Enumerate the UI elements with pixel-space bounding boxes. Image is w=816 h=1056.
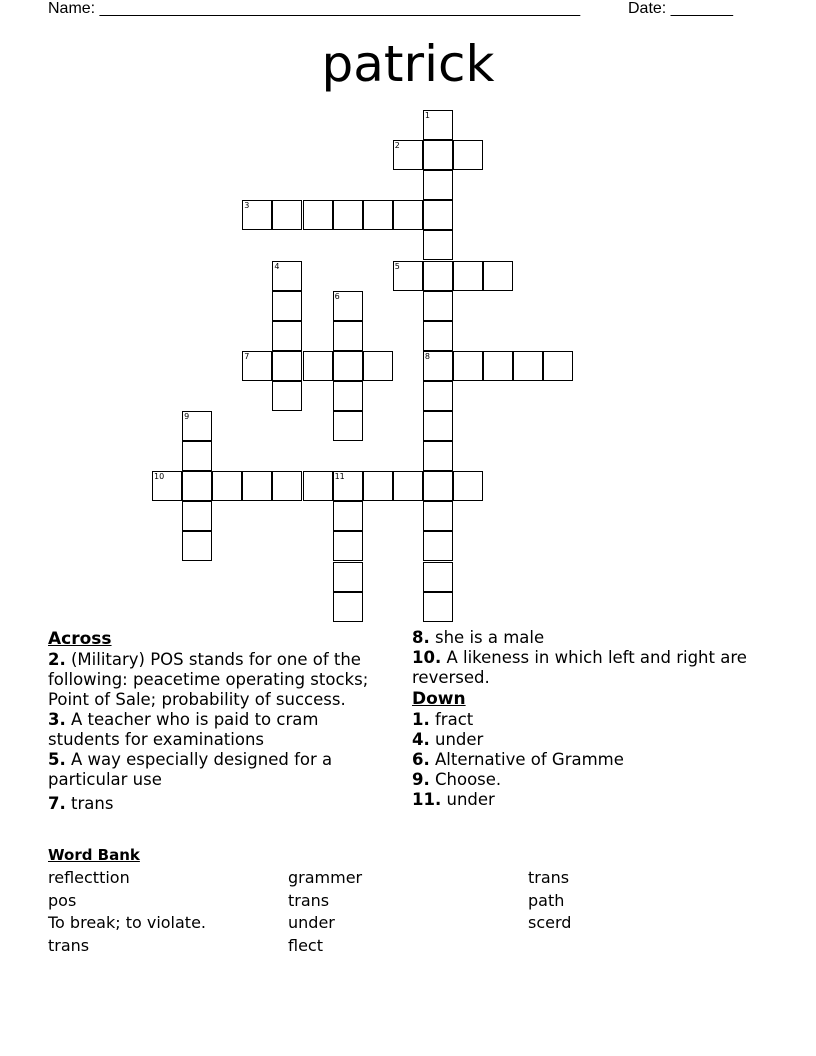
grid-cell[interactable]: [182, 501, 212, 531]
word-bank-item: trans: [528, 868, 570, 887]
grid-cell[interactable]: [453, 351, 483, 381]
clue-number: 4.: [412, 730, 430, 749]
name-field[interactable]: Name: ______________________________________________________: [48, 0, 581, 17]
grid-cell[interactable]: [513, 351, 543, 381]
clue-text: under: [435, 730, 484, 749]
across-clue: [412, 628, 752, 648]
grid-cell[interactable]: [423, 441, 453, 471]
grid-cell[interactable]: [483, 351, 513, 381]
grid-cell[interactable]: [333, 592, 363, 622]
grid-cell[interactable]: [272, 381, 302, 411]
clue-text: (Military) POS stands for one of the following: peacetime operating stocks; Point of Sale; probability of success.: [48, 650, 369, 709]
clue-text: trans: [71, 794, 114, 813]
date-field[interactable]: Date: _______: [628, 0, 733, 17]
clue-number: 5.: [48, 750, 66, 769]
cell-number: 10: [154, 472, 165, 482]
grid-cell[interactable]: [272, 261, 302, 291]
puzzle-title: patrick: [321, 35, 495, 93]
clue-number: 8.: [412, 628, 430, 647]
grid-cell[interactable]: [453, 471, 483, 501]
grid-cell[interactable]: [242, 200, 272, 230]
word-bank-item: scerd: [528, 913, 572, 932]
word-bank-item: trans: [288, 890, 330, 910]
clue-number: 7.: [48, 794, 66, 813]
down-clue: [412, 790, 752, 810]
across-clue: [48, 650, 388, 710]
grid-cell[interactable]: [363, 200, 393, 230]
grid-cell[interactable]: [393, 471, 423, 501]
grid-cell[interactable]: [242, 351, 272, 381]
grid-cell[interactable]: [423, 261, 453, 291]
word-bank-grid: [48, 867, 768, 957]
word-bank-item: trans: [48, 935, 90, 955]
clue-text: she is a male: [435, 628, 545, 647]
grid-cell[interactable]: [363, 351, 393, 381]
clue-text: A likeness in which left and right are reversed.: [412, 648, 747, 687]
word-bank-heading: Word Bank: [48, 846, 140, 864]
grid-cell[interactable]: [333, 411, 363, 441]
grid-cell[interactable]: [272, 351, 302, 381]
across-clue: [48, 794, 388, 814]
word-bank: [48, 845, 768, 957]
grid-cell[interactable]: [423, 531, 453, 561]
word-bank-item: flect: [288, 935, 323, 955]
cell-number: 11: [334, 472, 345, 482]
grid-cell[interactable]: [363, 471, 393, 501]
grid-cell[interactable]: [423, 321, 453, 351]
word-bank-item: To break; to violate.: [48, 913, 207, 932]
clue-text: A teacher who is paid to cram students for examinations: [48, 710, 319, 749]
clue-number: 11.: [412, 790, 442, 809]
grid-cell[interactable]: [423, 501, 453, 531]
across-heading: Across: [48, 629, 112, 649]
grid-cell[interactable]: [453, 261, 483, 291]
cell-number: 4: [274, 261, 280, 271]
across-clue: [48, 750, 388, 790]
grid-cell[interactable]: [182, 531, 212, 561]
cell-number: 8: [424, 351, 430, 361]
grid-cell[interactable]: [423, 562, 453, 592]
grid-cell[interactable]: [483, 261, 513, 291]
clue-number: 2.: [48, 650, 66, 669]
clue-number: 9.: [412, 770, 430, 789]
grid-cell[interactable]: [272, 471, 302, 501]
clue-text: fract: [435, 710, 474, 729]
grid-cell[interactable]: [453, 140, 483, 170]
word-bank-item: under: [288, 913, 335, 932]
down-clue: [412, 750, 752, 770]
clue-number: 3.: [48, 710, 66, 729]
clue-text: Alternative of Gramme: [435, 750, 624, 769]
grid-cell[interactable]: [333, 501, 363, 531]
clue-number: 10.: [412, 648, 442, 667]
cell-number: 7: [244, 351, 250, 361]
grid-cell[interactable]: [152, 471, 182, 501]
grid-cell[interactable]: [423, 291, 453, 321]
cell-number: 9: [184, 412, 190, 421]
grid-cell[interactable]: [333, 471, 363, 501]
clue-number: 6.: [412, 750, 430, 769]
clue-number: 1.: [412, 710, 430, 729]
grid-cell[interactable]: [543, 351, 573, 381]
grid-cell[interactable]: [393, 261, 423, 291]
grid-cell[interactable]: [423, 170, 453, 200]
clue-text: under: [446, 790, 495, 809]
across-clue: [412, 648, 752, 688]
grid-cell[interactable]: [303, 200, 333, 230]
grid-cell[interactable]: [182, 441, 212, 471]
grid-cell[interactable]: [393, 200, 423, 230]
across-clue: [48, 710, 388, 750]
grid-cell[interactable]: [182, 411, 212, 441]
cell-number: 6: [334, 291, 340, 301]
grid-cell[interactable]: [423, 230, 453, 260]
grid-cell[interactable]: [423, 140, 453, 170]
cell-number: 2: [394, 141, 400, 151]
word-bank-item: reflecttion: [48, 868, 130, 887]
down-heading: Down: [412, 689, 466, 709]
down-clue: [412, 730, 752, 750]
grid-cell[interactable]: [423, 200, 453, 230]
grid-cell[interactable]: [333, 562, 363, 592]
grid-cell[interactable]: [272, 321, 302, 351]
grid-cell[interactable]: [333, 531, 363, 561]
grid-cell[interactable]: [333, 291, 363, 321]
grid-cell[interactable]: [182, 471, 212, 501]
clues-column-left: [48, 628, 388, 814]
down-clue: [412, 770, 752, 790]
grid-cell[interactable]: [423, 411, 453, 441]
grid-cell[interactable]: [333, 200, 363, 230]
clue-text: Choose.: [435, 770, 502, 789]
grid-cell[interactable]: [303, 471, 333, 501]
grid-cell[interactable]: [333, 351, 363, 381]
grid-cell[interactable]: [272, 200, 302, 230]
grid-cell[interactable]: [423, 381, 453, 411]
clues-column-right: [412, 628, 752, 810]
word-bank-item: path: [528, 890, 565, 910]
grid-cell[interactable]: [212, 471, 242, 501]
word-bank-item: grammer: [288, 868, 363, 887]
grid-cell[interactable]: [333, 321, 363, 351]
grid-cell[interactable]: [393, 140, 423, 170]
cell-number: 5: [394, 261, 400, 271]
grid-cell[interactable]: [423, 110, 453, 140]
grid-cell[interactable]: [423, 471, 453, 501]
grid-cell[interactable]: [303, 351, 333, 381]
down-clue: [412, 710, 752, 730]
cell-number: 1: [424, 111, 430, 120]
grid-cell[interactable]: [272, 291, 302, 321]
grid-cell[interactable]: [242, 471, 272, 501]
grid-cell[interactable]: [423, 592, 453, 622]
grid-cell[interactable]: [333, 381, 363, 411]
cell-number: 3: [244, 201, 250, 211]
word-bank-item: pos: [48, 890, 77, 910]
grid-cell[interactable]: [423, 351, 453, 381]
clue-text: A way especially designed for a particular use: [48, 750, 333, 789]
